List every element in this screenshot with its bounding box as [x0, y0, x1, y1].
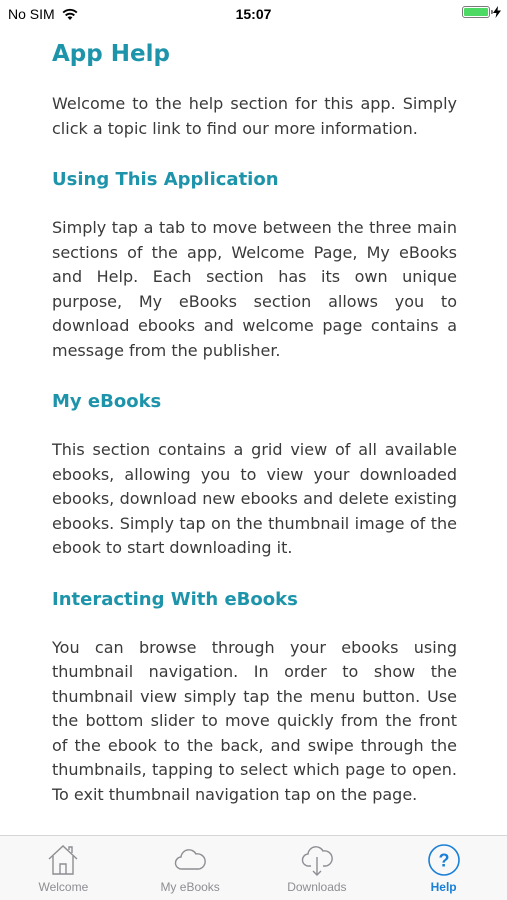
charging-bolt-icon — [493, 6, 501, 18]
status-right — [462, 6, 501, 18]
section-heading-interacting[interactable]: Interacting With eBooks — [52, 588, 298, 610]
section-body-interacting: You can browse through your ebooks using thumbnail navigation. In order to show the thumbnail view simply tap the menu button. Use the bottom slider to move quickly from the front of the ebook to the back, and swipe through the thumbnails, tapping to select which page to open. To exit thumbnail navigation tap on the page. — [52, 637, 457, 804]
battery-fill — [464, 8, 488, 16]
section-heading-using-app[interactable]: Using This Application — [52, 169, 279, 190]
tab-label-my-ebooks: My eBooks — [160, 880, 220, 894]
tab-bar — [0, 835, 507, 900]
tab-downloads[interactable] — [254, 836, 381, 900]
intro-paragraph: Welcome to the help section for this app. Simply click a topic link to find our more information. — [52, 94, 457, 138]
tab-my-ebooks[interactable] — [127, 836, 254, 900]
page-title: App Help — [52, 41, 170, 67]
tab-label-welcome: Welcome — [38, 880, 89, 894]
tab-help[interactable] — [380, 836, 507, 900]
cloud-download-icon — [299, 842, 335, 878]
battery-nub — [491, 10, 493, 14]
status-time: 15:07 — [235, 6, 272, 22]
tab-label-downloads: Downloads — [287, 880, 347, 894]
tab-welcome[interactable] — [0, 836, 127, 900]
help-content — [52, 28, 457, 807]
section-body-my-ebooks: This section contains a grid view of all available ebooks, allowing you to view your downloaded ebooks, download new ebooks and delete existing ebooks. Simply tap on the thumbnail image of the ebook to start downloading it. — [52, 440, 457, 557]
tab-label-help: Help — [430, 880, 457, 894]
section-heading-my-ebooks[interactable]: My eBooks — [52, 391, 162, 412]
house-icon — [45, 842, 81, 878]
question-circle-icon — [426, 842, 462, 878]
battery-icon — [462, 6, 490, 18]
svg-text:?: ? — [438, 850, 450, 871]
carrier-label: No SIM — [8, 6, 55, 22]
cloud-icon — [172, 842, 208, 878]
section-body-using-app: Simply tap a tab to move between the three main sections of the app, Welcome Page, My eBooks and Help. Each section has its own unique purpose, My eBooks section allows you to download ebooks and welcome page contains a message from the publisher. — [52, 218, 457, 360]
status-bar — [0, 0, 507, 28]
